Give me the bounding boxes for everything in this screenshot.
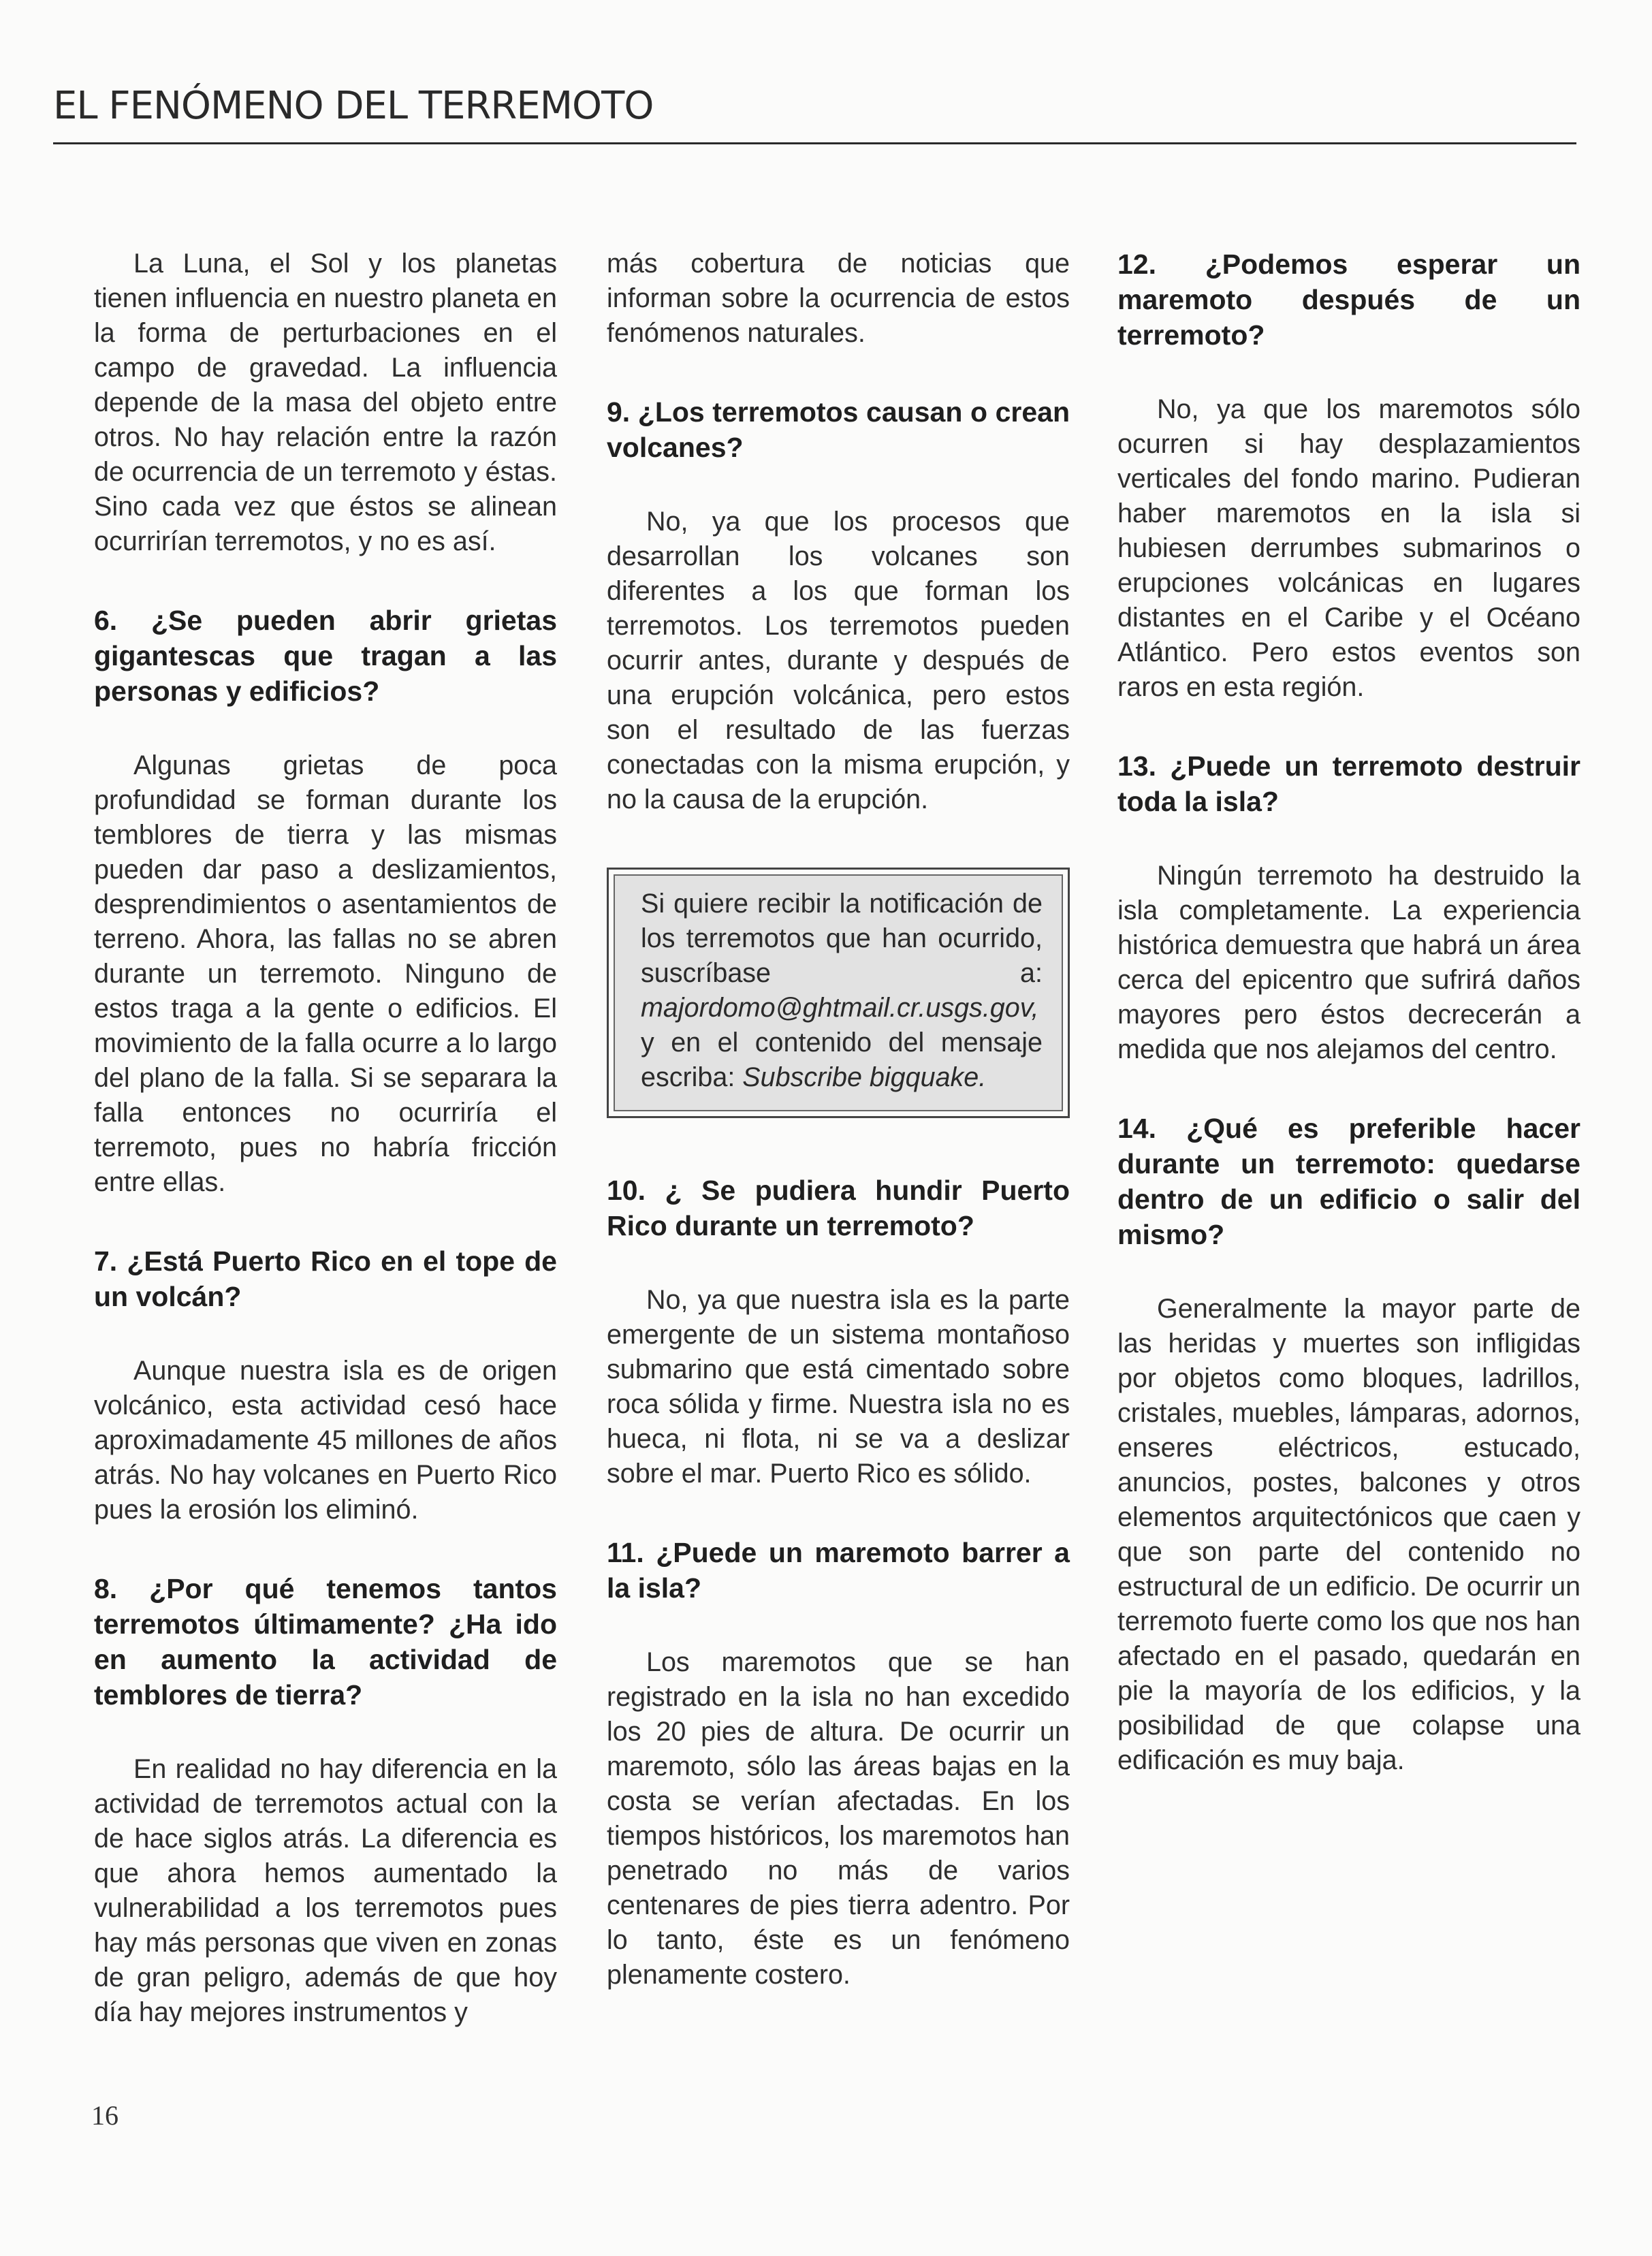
notice-middle-text: y en el contenido del mensaje escriba: xyxy=(641,1028,1043,1092)
notice-email-address[interactable]: majordomo@ghtmail.cr.usgs.gov, xyxy=(641,993,1039,1023)
question-10-heading: 10. ¿ Se pudiera hundir Puerto Rico durante un terremoto? xyxy=(607,1175,1070,1241)
question-8-heading: 8. ¿Por qué tenemos tantos terremotos últimamente? ¿Ha ido en aumento la actividad de temblores de tierra? xyxy=(94,1573,557,1711)
column-2 xyxy=(607,247,1070,1992)
intro-paragraph: La Luna, el Sol y los planetas tienen influencia en nuestro planeta en la forma de perturbaciones en el campo de gravedad. La influencia depende de la masa del objeto entre otros. No hay relación entre la razón de ocurrencia de un terremoto y éstas. Sino cada vez que éstos se alinean ocurrirían terremotos, y no es así. xyxy=(94,249,557,556)
subscription-notice-text xyxy=(614,874,1063,1111)
answer-14-paragraph: Generalmente la mayor parte de las heridas y muertes son infligidas por objetos como bloques, ladrillos, cristales, muebles, lámparas, adornos, enseres eléctricos, estucado, anuncios, postes, balcones y otros elementos arquitectónicos que caen y que son parte del contenido no estructural de un edificio. De ocurrir un terremoto fuerte como los que nos han afectado en el pasado, quedarán en pie la mayoría de los edificios, y la posibilidad de que colapse una edificación es muy baja. xyxy=(1117,1294,1580,1775)
answer-6-paragraph: Algunas grietas de poca profundidad se forman durante los temblores de tierra y las mismas pueden dar paso a deslizamientos, desprendimientos o asentamientos de terreno. Ahora, las fallas no se abren durante un terremoto. Ninguno de estos traga a la gente o edificios. El movimiento de la falla ocurre a lo largo del plano de la falla. Si se separara la falla entonces no ocurriría el terremoto, pues no habría fricción entre ellas. xyxy=(94,750,557,1197)
column-1 xyxy=(94,247,557,2030)
question-13-heading: 13. ¿Puede un terremoto destruir toda la isla? xyxy=(1117,750,1580,817)
header-rule xyxy=(53,142,1576,144)
answer-8-continued: más cobertura de noticias que informan sobre la ocurrencia de estos fenómenos naturales. xyxy=(607,249,1070,348)
answer-8-paragraph: En realidad no hay diferencia en la actividad de terremotos actual con la de hace siglos atrás. La diferencia es que ahora hemos aumentado la vulnerabilidad a los terremotos pues hay más personas que viven en zonas de gran peligro, además de que hoy día hay mejores instrumentos y xyxy=(94,1754,557,2027)
answer-10-paragraph: No, ya que nuestra isla es la parte emergente de un sistema montañoso submarino que está cimentado sobre roca sólida y firme. Nuestra isla no es hueca, ni flota, ni se va a deslizar sobre el mar. Puerto Rico es sólido. xyxy=(607,1285,1070,1489)
question-11-heading: 11. ¿Puede un maremoto barrer a la isla? xyxy=(607,1537,1070,1604)
answer-7-paragraph: Aunque nuestra isla es de origen volcánico, esta actividad cesó hace aproximadamente 45 millones de años atrás. No hay volcanes en Puerto Rico pues la erosión los eliminó. xyxy=(94,1356,557,1525)
question-6-heading: 6. ¿Se pueden abrir grietas gigantescas que tragan a las personas y edificios? xyxy=(94,605,557,707)
question-9-heading: 9. ¿Los terremotos causan o crean volcanes? xyxy=(607,396,1070,463)
notice-lead-text: Si quiere recibir la notificación de los terremotos que han ocurrido, suscríbase a: xyxy=(641,889,1043,988)
notice-command-text: Subscribe bigquake. xyxy=(742,1062,987,1092)
answer-9-paragraph: No, ya que los procesos que desarrollan los volcanes son diferentes a los que forman los terremotos. Los terremotos pueden ocurrir antes, durante y después de una erupción volcánica, pero estos son el resultado de las fuerzas conectadas con la misma erupción, y no la causa de la erupción. xyxy=(607,507,1070,814)
answer-12-paragraph: No, ya que los maremotos sólo ocurren si hay desplazamientos verticales del fondo marino. Pudieran haber maremotos en la isla si hubiesen derrumbes submarinos o erupciones volcánicas en lugares distantes en el Caribe y el Océano Atlántico. Pero estos eventos son raros en esta región. xyxy=(1117,394,1580,702)
question-12-heading: 12. ¿Podemos esperar un maremoto después de un terremoto? xyxy=(1117,249,1580,351)
page-number: 16 xyxy=(91,2100,118,2131)
answer-11-paragraph: Los maremotos que se han registrado en la isla no han excedido los 20 pies de altura. De ocurrir un maremoto, sólo las áreas bajas en la costa se verían afectadas. En los tiempos históricos, los maremotos han penetrado no más de varios centenares de pies tierra adentro. Por lo tanto, éste es un fenómeno plenamente costero. xyxy=(607,1647,1070,1990)
subscription-notice-box xyxy=(607,868,1070,1118)
page-header-title: EL FENÓMENO DEL TERREMOTO xyxy=(53,84,654,128)
question-14-heading: 14. ¿Qué es preferible hacer durante un terremoto: quedarse dentro de un edificio o salir del mismo? xyxy=(1117,1113,1580,1250)
answer-13-paragraph: Ningún terremoto ha destruido la isla completamente. La experiencia histórica demuestra que habrá un área cerca del epicentro que sufrirá daños mayores pero éstos decrecerán a medida que nos alejamos del centro. xyxy=(1117,861,1580,1064)
column-3 xyxy=(1117,247,1580,1778)
question-7-heading: 7. ¿Está Puerto Rico en el tope de un volcán? xyxy=(94,1245,557,1312)
